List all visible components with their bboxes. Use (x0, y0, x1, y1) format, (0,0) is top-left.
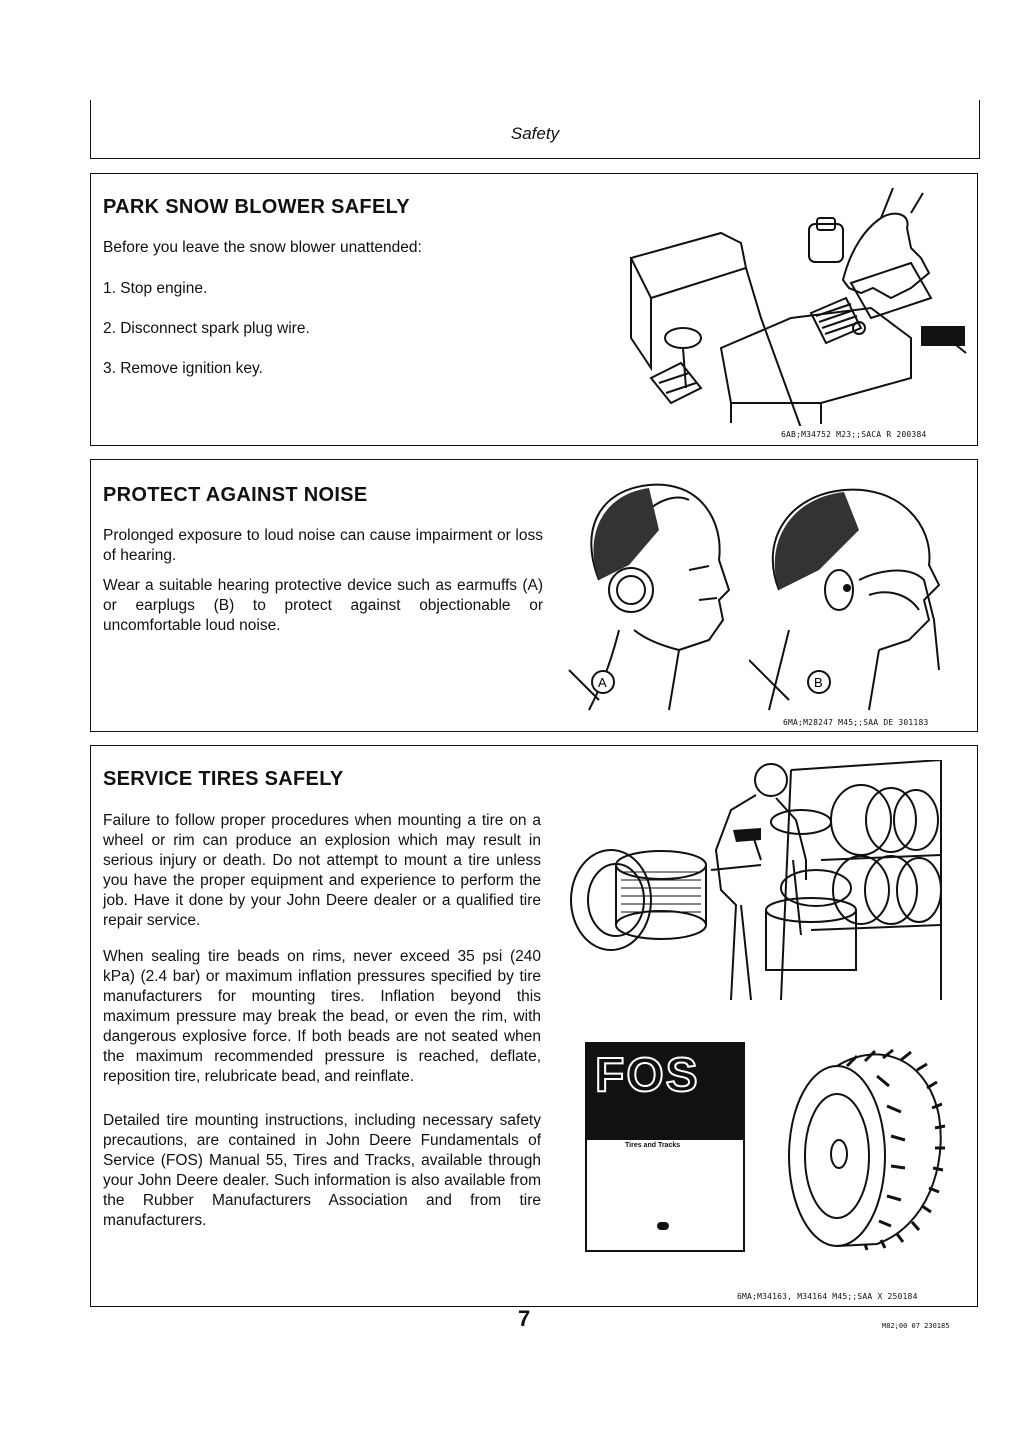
snow-blower-engine-illustration (611, 188, 971, 426)
section-protect-against-noise (90, 459, 978, 732)
earmuffs-illustration (559, 470, 739, 715)
section-paragraph: Wear a suitable hearing protective device such as earmuffs (A) or earplugs (B) to protect against objectionable or uncomfortable loud noise. (103, 577, 543, 634)
section-title: PARK SNOW BLOWER SAFELY (103, 196, 410, 218)
earplugs-illustration (749, 470, 949, 715)
callout-label: B (814, 675, 823, 690)
fos-manual-cover (585, 1042, 745, 1252)
section-title: PROTECT AGAINST NOISE (103, 484, 368, 506)
section-paragraph: Failure to follow proper procedures when mounting a tire on a wheel or rim can produce an explosion which may result in serious injury or death. Do not attempt to mount a tire unless you have the proper equipment and experience to perform the job. Have it done by your John Deere dealer or a qualified tire repair service. (103, 812, 541, 929)
john-deere-mark-icon (657, 1222, 669, 1230)
page-title: Safety (510, 124, 560, 143)
section-paragraph: When sealing tire beads on rims, never exceed 35 psi (240 kPa) (2.4 bar) or maximum inflation pressures specified by tire manufacturers for mounting tires. Inflation beyond this maximum pressure may break the bead, or even the rim, with dangerous explosive force. If both beads are not seated when the maximum recommended pressure is reached, deflate, reposition tire, relubricate bead, and reinflate. (103, 948, 541, 1085)
manual-cover-top (587, 1044, 743, 1140)
section-park-snow-blower (90, 173, 978, 446)
step-item: 1. Stop engine. (103, 280, 208, 297)
step-item: 3. Remove ignition key. (103, 360, 263, 377)
fos-logo: FOS (595, 1049, 700, 1102)
section-paragraph: Prolonged exposure to loud noise can cause impairment or loss of hearing. (103, 527, 543, 564)
reference-code: 6AB;M34752 M23;;SACA R 200384 (781, 430, 927, 439)
step-item: 2. Disconnect spark plug wire. (103, 320, 310, 337)
page-number: 7 (518, 1306, 531, 1331)
reference-code: 6MA;M28247 M45;;SAA DE 301183 (783, 718, 929, 727)
tire-illustration (777, 1036, 949, 1256)
reference-code: 6MA;M34163, M34164 M45;;SAA X 250184 (737, 1292, 918, 1301)
section-paragraph: Detailed tire mounting instructions, including necessary safety precautions, are contained in John Deere Fundamentals of Service (FOS) Manual 55, Tires and Tracks, available through your John Deere dealer. Such information is also available from the Rubber Manufacturers Association and from tire manufacturers. (103, 1112, 541, 1229)
section-intro: Before you leave the snow blower unattended: (103, 239, 422, 256)
page-header (90, 100, 980, 159)
tire-mounting-illustration (561, 760, 951, 1005)
manual-subtitle: Tires and Tracks (625, 1142, 681, 1149)
section-title: SERVICE TIRES SAFELY (103, 768, 344, 790)
callout-label: A (598, 675, 607, 690)
page-code: M82;00 07 230185 (882, 1322, 950, 1330)
section-service-tires (90, 745, 978, 1307)
